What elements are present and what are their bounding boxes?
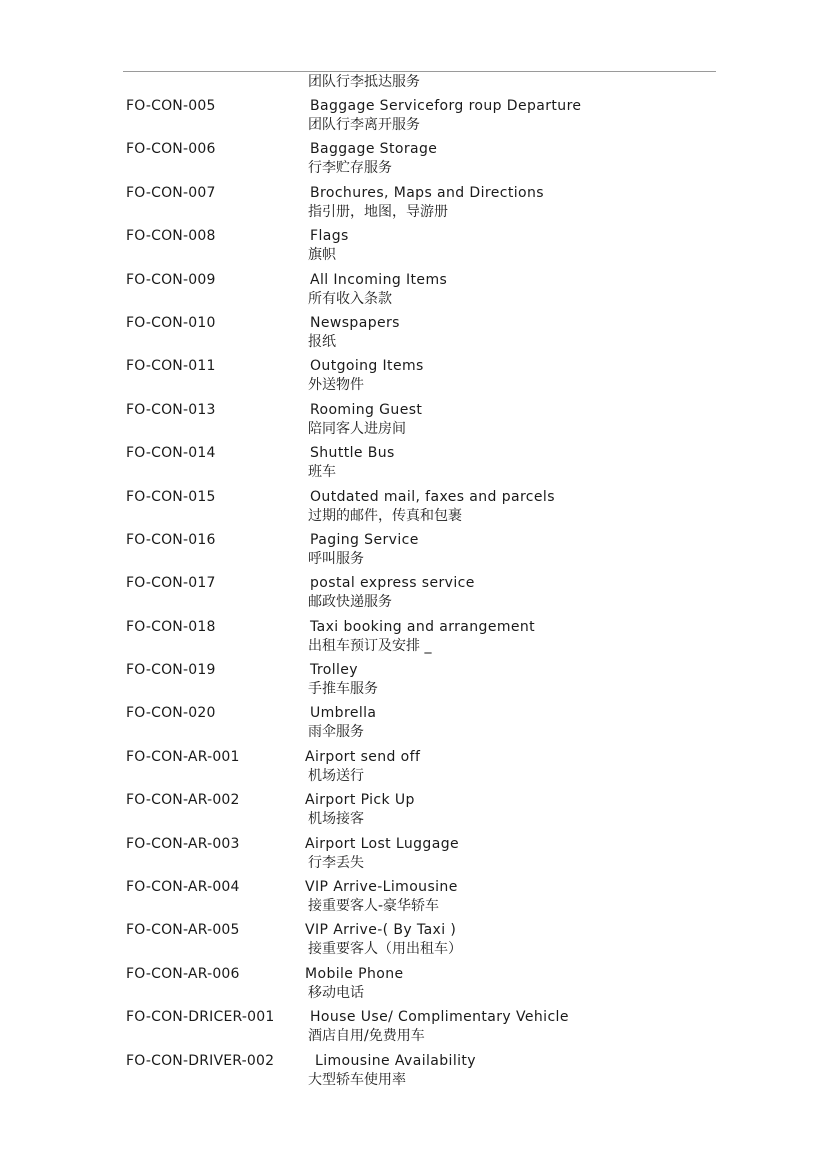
service-name-en: Airport send off bbox=[305, 748, 421, 765]
list-item bbox=[0, 97, 827, 140]
service-name-en: VIP Arrive-Limousine bbox=[305, 879, 458, 896]
service-name-zh: 邮政快递服务 bbox=[308, 594, 392, 611]
service-code: FO-CON-AR-001 bbox=[126, 748, 240, 765]
list-item bbox=[0, 835, 827, 878]
service-name-zh: 出租车预订及安排 _ bbox=[308, 637, 432, 654]
service-code: FO-CON-005 bbox=[126, 98, 216, 114]
service-code: FO-CON-017 bbox=[126, 575, 216, 592]
list-item bbox=[0, 704, 827, 747]
service-name-en: Airport Pick Up bbox=[305, 792, 415, 809]
service-name-en: Airport Lost Luggage bbox=[305, 835, 460, 852]
service-name-en: Paging Service bbox=[310, 531, 419, 548]
service-name-en: Trolley bbox=[310, 662, 358, 679]
service-name-en: All Incoming Items bbox=[310, 271, 448, 288]
list-item bbox=[0, 357, 827, 400]
service-code: FO-CON-AR-004 bbox=[126, 879, 240, 896]
service-name-zh: 所有收入条款 bbox=[308, 290, 392, 307]
service-name-zh: 接重要客人-豪华轿车 bbox=[308, 898, 440, 915]
service-code: FO-CON-009 bbox=[126, 271, 216, 288]
list-item bbox=[0, 314, 827, 357]
service-name-en: Brochures, Maps and Directions bbox=[310, 184, 544, 201]
service-name-en: House Use/ Complimentary Vehicle bbox=[310, 1009, 569, 1026]
service-name-zh: 团队行李离开服务 bbox=[308, 117, 420, 133]
list-item bbox=[0, 401, 827, 444]
service-name-zh: 过期的邮件，传真和包裹 bbox=[308, 507, 462, 524]
service-name-zh: 旗帜 bbox=[308, 247, 336, 264]
service-name-zh: 接重要客人（用出租车） bbox=[308, 941, 462, 958]
service-name-zh: 班车 bbox=[308, 464, 336, 481]
list-item bbox=[0, 140, 827, 183]
service-code: FO-CON-AR-003 bbox=[126, 835, 240, 852]
list-item bbox=[0, 791, 827, 834]
list-item bbox=[0, 271, 827, 314]
service-code: FO-CON-015 bbox=[126, 488, 216, 505]
service-name-zh: 酒店自用/免费用车 bbox=[308, 1028, 425, 1045]
list-item bbox=[0, 184, 827, 227]
service-code: FO-CON-AR-002 bbox=[126, 792, 240, 809]
list-item bbox=[0, 444, 827, 487]
list-item bbox=[0, 661, 827, 704]
list-item bbox=[0, 531, 827, 574]
service-code: FO-CON-011 bbox=[126, 358, 216, 375]
list-item bbox=[0, 488, 827, 531]
list-item bbox=[0, 878, 827, 921]
service-name-zh: 呼叫服务 bbox=[308, 550, 364, 567]
service-name-en: Baggage Storage bbox=[310, 141, 438, 158]
continuation-line: 团队行李抵达服务 bbox=[308, 74, 420, 90]
list-item bbox=[0, 227, 827, 270]
service-code: FO-CON-008 bbox=[126, 228, 216, 245]
service-name-en: Rooming Guest bbox=[310, 401, 423, 418]
service-code: FO-CON-014 bbox=[126, 445, 216, 462]
service-name-zh: 陪同客人进房间 bbox=[308, 420, 406, 437]
service-code: FO-CON-AR-005 bbox=[126, 922, 240, 939]
service-name-zh: 机场接客 bbox=[308, 811, 364, 828]
service-name-zh: 指引册，地图，导游册 bbox=[308, 203, 448, 220]
service-name-zh: 移动电话 bbox=[308, 984, 364, 1001]
service-name-en: Umbrella bbox=[310, 705, 377, 722]
service-code: FO-CON-010 bbox=[126, 314, 216, 331]
service-code: FO-CON-AR-006 bbox=[126, 965, 240, 982]
list-item bbox=[0, 965, 827, 1008]
list-item bbox=[0, 921, 827, 964]
service-name-zh: 大型轿车使用率 bbox=[308, 1071, 406, 1088]
service-code: FO-CON-DRIVER-002 bbox=[126, 1052, 275, 1069]
service-name-en: Baggage Serviceforg roup Departure bbox=[310, 98, 582, 114]
header-rule bbox=[123, 71, 716, 72]
service-code: FO-CON-DRICER-001 bbox=[126, 1009, 275, 1026]
service-name-zh: 行李贮存服务 bbox=[308, 160, 392, 177]
service-name-zh: 行李丢失 bbox=[308, 854, 364, 871]
service-code: FO-CON-013 bbox=[126, 401, 216, 418]
service-name-en: Outdated mail, faxes and parcels bbox=[310, 488, 555, 505]
list-item bbox=[0, 748, 827, 791]
service-code: FO-CON-018 bbox=[126, 618, 216, 635]
list-item bbox=[0, 1052, 827, 1095]
service-name-en: Newspapers bbox=[310, 314, 400, 331]
service-name-en: Limousine Availability bbox=[315, 1052, 476, 1069]
service-name-en: Outgoing Items bbox=[310, 358, 424, 375]
service-name-zh: 外送物件 bbox=[308, 377, 364, 394]
service-name-en: VIP Arrive-( By Taxi ) bbox=[305, 922, 457, 939]
list-item bbox=[0, 618, 827, 661]
service-code: FO-CON-016 bbox=[126, 531, 216, 548]
service-code: FO-CON-019 bbox=[126, 662, 216, 679]
service-name-en: postal express service bbox=[310, 575, 475, 592]
list-item bbox=[0, 1008, 827, 1051]
service-code-list bbox=[0, 97, 827, 1095]
service-name-en: Taxi booking and arrangement bbox=[310, 618, 536, 635]
service-name-en: Flags bbox=[310, 228, 349, 245]
service-name-zh: 雨伞服务 bbox=[308, 724, 364, 741]
service-code: FO-CON-006 bbox=[126, 141, 216, 158]
service-code: FO-CON-020 bbox=[126, 705, 216, 722]
service-name-zh: 机场送行 bbox=[308, 767, 364, 784]
service-name-en: Shuttle Bus bbox=[310, 445, 395, 462]
service-name-en: Mobile Phone bbox=[305, 965, 404, 982]
service-name-zh: 报纸 bbox=[308, 333, 336, 350]
service-code: FO-CON-007 bbox=[126, 184, 216, 201]
service-name-zh: 手推车服务 bbox=[308, 681, 378, 698]
list-item bbox=[0, 574, 827, 617]
